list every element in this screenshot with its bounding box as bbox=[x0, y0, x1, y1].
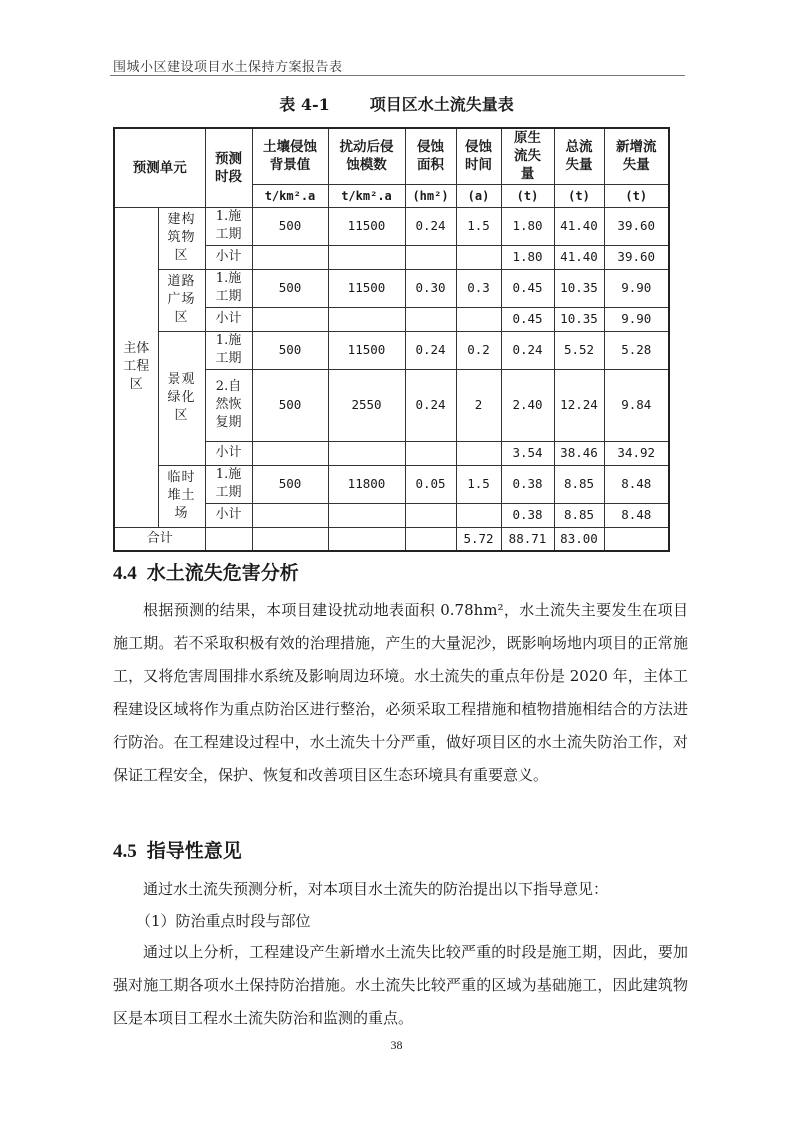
time-cell: 2 bbox=[456, 369, 501, 441]
disturbed-modulus-cell: 11500 bbox=[328, 269, 405, 307]
section-title-4-4 bbox=[113, 558, 299, 585]
time-cell bbox=[456, 441, 501, 465]
area-cell bbox=[405, 503, 456, 527]
new-loss-cell: 9.90 bbox=[604, 307, 669, 331]
total-row bbox=[114, 527, 669, 551]
time-cell bbox=[456, 307, 501, 331]
total-area-cell bbox=[328, 527, 405, 551]
disturbed-modulus-cell bbox=[328, 245, 405, 269]
section-number: 4.5 bbox=[113, 841, 137, 862]
table-row bbox=[114, 331, 669, 369]
table-row bbox=[114, 269, 669, 307]
group-name-cell: 临时堆土场 bbox=[158, 465, 205, 527]
original-loss-cell: 0.24 bbox=[501, 331, 554, 369]
header-bg-value: 土壤侵蚀背景值 bbox=[252, 128, 328, 184]
total-loss-cell: 5.52 bbox=[554, 331, 604, 369]
header-total-loss: 总流失量 bbox=[554, 128, 604, 184]
bg-value-cell bbox=[252, 441, 328, 465]
disturbed-modulus-cell bbox=[328, 503, 405, 527]
original-loss-cell: 1.80 bbox=[501, 207, 554, 245]
unit-original-loss: (t) bbox=[501, 184, 554, 207]
original-loss-cell: 0.45 bbox=[501, 269, 554, 307]
period-cell: 小计 bbox=[205, 441, 252, 465]
period-cell: 2.自然恢复期 bbox=[205, 369, 252, 441]
time-cell: 0.2 bbox=[456, 331, 501, 369]
total-loss-cell: 10.35 bbox=[554, 269, 604, 307]
bg-value-cell: 500 bbox=[252, 269, 328, 307]
area-cell: 0.24 bbox=[405, 331, 456, 369]
period-cell: 1.施工期 bbox=[205, 465, 252, 503]
new-loss-cell: 34.92 bbox=[604, 441, 669, 465]
disturbed-modulus-cell: 2550 bbox=[328, 369, 405, 441]
table-body bbox=[114, 207, 669, 551]
bg-value-cell: 500 bbox=[252, 465, 328, 503]
group-name-cell: 道路广场区 bbox=[158, 269, 205, 331]
total-loss-cell: 41.40 bbox=[554, 245, 604, 269]
table-caption bbox=[0, 92, 793, 115]
header-new-loss: 新增流失量 bbox=[604, 128, 669, 184]
disturbed-modulus-cell bbox=[328, 441, 405, 465]
new-loss-cell: 39.60 bbox=[604, 245, 669, 269]
disturbed-modulus-cell: 11800 bbox=[328, 465, 405, 503]
header-original-loss: 原生流失量 bbox=[501, 128, 554, 184]
section-4-5-intro: 通过水土流失预测分析，对本项目水土流失的防治提出以下指导意见： bbox=[143, 880, 609, 898]
running-header: 围城小区建设项目水土保持方案报告表 bbox=[113, 60, 343, 75]
table-row bbox=[114, 207, 669, 245]
period-cell: 小计 bbox=[205, 245, 252, 269]
table-caption-title: 项目区水土流失量表 bbox=[369, 95, 514, 114]
header-period: 预测时段 bbox=[205, 128, 252, 207]
bg-value-cell: 500 bbox=[252, 331, 328, 369]
period-cell: 小计 bbox=[205, 307, 252, 331]
total-loss-cell: 8.85 bbox=[554, 465, 604, 503]
section-heading: 水土流失危害分析 bbox=[146, 563, 299, 584]
new-loss-cell: 39.60 bbox=[604, 207, 669, 245]
bg-value-cell: 500 bbox=[252, 207, 328, 245]
section-4-4-paragraph: 根据预测的结果，本项目建设扰动地表面积 0.78hm²，水土流失主要发生在项目施工期。若不采取积极有效的治理措施，产生的大量泥沙，既影响场地内项目的正常施工，又将危害周围排水系统及影响周边环境。水土流失的重点年份是 2020 年，主体工程建设区域将作为重点防治区进行整治，必须采取工程措施和植物措施相结合的方法进行防治。在工程建设过程中，水土流失十分严重，做好项目区的水土流失防治工作，对保证工程安全，保护、恢复和改善项目区生态环境具有重要意义。 bbox=[113, 601, 688, 784]
total-bg-value-cell bbox=[205, 527, 252, 551]
new-loss-cell: 5.28 bbox=[604, 331, 669, 369]
period-cell: 1.施工期 bbox=[205, 207, 252, 245]
period-cell: 1.施工期 bbox=[205, 269, 252, 307]
time-cell bbox=[456, 503, 501, 527]
time-cell bbox=[456, 245, 501, 269]
header-rule bbox=[110, 75, 685, 76]
section-title-4-5 bbox=[113, 836, 242, 863]
time-cell: 1.5 bbox=[456, 465, 501, 503]
header-unit: 预测单元 bbox=[114, 128, 205, 207]
bg-value-cell bbox=[252, 307, 328, 331]
item-1-heading: （1）防治重点时段与部位 bbox=[136, 912, 311, 930]
total-total-loss-cell: 88.71 bbox=[501, 527, 554, 551]
original-loss-cell: 0.38 bbox=[501, 465, 554, 503]
total-loss-cell: 41.40 bbox=[554, 207, 604, 245]
unit-new-loss: (t) bbox=[604, 184, 669, 207]
bg-value-cell bbox=[252, 503, 328, 527]
total-time-cell bbox=[405, 527, 456, 551]
total-loss-cell: 38.46 bbox=[554, 441, 604, 465]
area-cell: 0.24 bbox=[405, 207, 456, 245]
total-original-loss-cell: 5.72 bbox=[456, 527, 501, 551]
unit-bg-value: t/km².a bbox=[252, 184, 328, 207]
group-name-cell: 建构筑物区 bbox=[158, 207, 205, 269]
soil-loss-table bbox=[113, 127, 670, 552]
unit-time: (a) bbox=[456, 184, 501, 207]
table-caption-number: 表 4-1 bbox=[279, 95, 330, 114]
bg-value-cell bbox=[252, 245, 328, 269]
total-loss-cell: 10.35 bbox=[554, 307, 604, 331]
area-cell: 0.05 bbox=[405, 465, 456, 503]
time-cell: 1.5 bbox=[456, 207, 501, 245]
disturbed-modulus-cell: 11500 bbox=[328, 207, 405, 245]
original-loss-cell: 0.45 bbox=[501, 307, 554, 331]
header-disturbed-modulus: 扰动后侵蚀模数 bbox=[328, 128, 405, 184]
total-label-cell: 合计 bbox=[114, 527, 205, 551]
area-cell bbox=[405, 245, 456, 269]
item-1-paragraph: 通过以上分析，工程建设产生新增水土流失比较严重的时段是施工期，因此，要加强对施工期各项水土保持防治措施。水土流失比较严重的区域为基础施工，因此建筑物区是本项目工程水土流失防治和监测的重点。 bbox=[113, 943, 688, 1027]
original-loss-cell: 1.80 bbox=[501, 245, 554, 269]
original-loss-cell: 2.40 bbox=[501, 369, 554, 441]
unit-total-loss: (t) bbox=[554, 184, 604, 207]
area-cell: 0.30 bbox=[405, 269, 456, 307]
section-heading: 指导性意见 bbox=[146, 841, 242, 862]
new-loss-cell: 9.90 bbox=[604, 269, 669, 307]
group-name-cell: 景观绿化区 bbox=[158, 331, 205, 465]
original-loss-cell: 3.54 bbox=[501, 441, 554, 465]
section-number: 4.4 bbox=[113, 563, 137, 584]
header-area: 侵蚀面积 bbox=[405, 128, 456, 184]
table-row bbox=[114, 465, 669, 503]
zone-cell: 主体工程区 bbox=[114, 207, 158, 527]
area-cell: 0.24 bbox=[405, 369, 456, 441]
header-time: 侵蚀时间 bbox=[456, 128, 501, 184]
page-number: 38 bbox=[390, 1038, 403, 1052]
new-loss-cell: 9.84 bbox=[604, 369, 669, 441]
period-cell: 1.施工期 bbox=[205, 331, 252, 369]
disturbed-modulus-cell bbox=[328, 307, 405, 331]
new-loss-cell: 8.48 bbox=[604, 465, 669, 503]
bg-value-cell: 500 bbox=[252, 369, 328, 441]
unit-area: (hm²) bbox=[405, 184, 456, 207]
total-new-loss-cell: 83.00 bbox=[554, 527, 604, 551]
total-loss-cell: 8.85 bbox=[554, 503, 604, 527]
total-disturbed-modulus-cell bbox=[252, 527, 328, 551]
total-loss-cell: 12.24 bbox=[554, 369, 604, 441]
period-cell: 小计 bbox=[205, 503, 252, 527]
area-cell bbox=[405, 441, 456, 465]
disturbed-modulus-cell: 11500 bbox=[328, 331, 405, 369]
original-loss-cell: 0.38 bbox=[501, 503, 554, 527]
unit-disturbed-modulus: t/km².a bbox=[328, 184, 405, 207]
new-loss-cell: 8.48 bbox=[604, 503, 669, 527]
area-cell bbox=[405, 307, 456, 331]
time-cell: 0.3 bbox=[456, 269, 501, 307]
